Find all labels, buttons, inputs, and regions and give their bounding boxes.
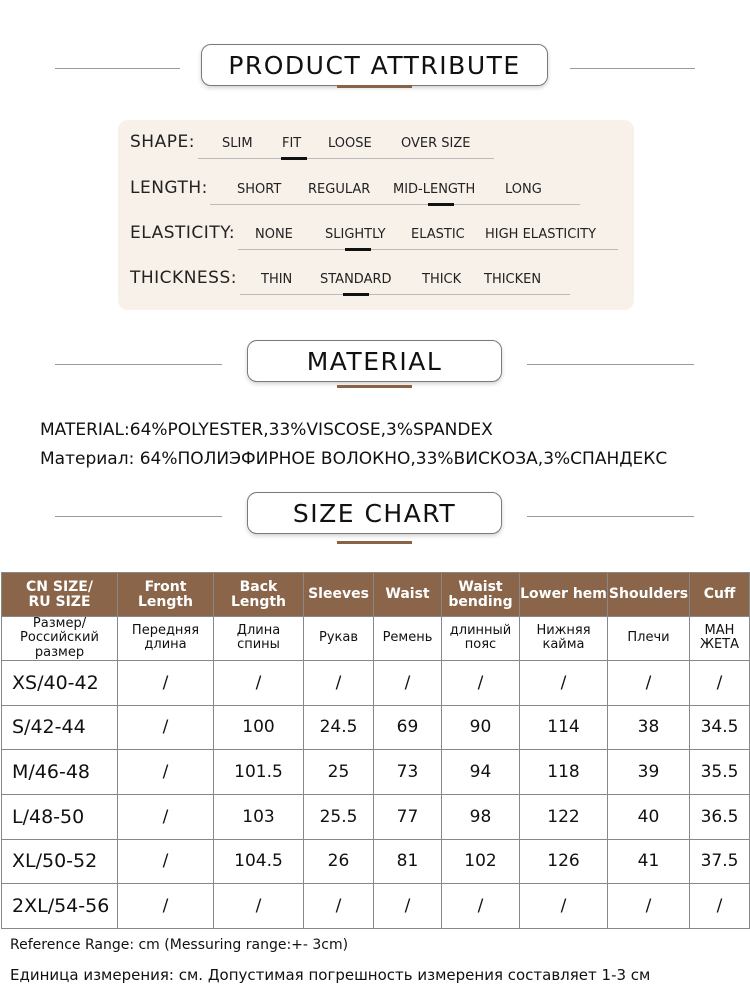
section-title: MATERIAL <box>306 346 443 376</box>
attr-option: NONE <box>255 227 293 242</box>
table-cell: / <box>608 660 690 705</box>
table-cell: / <box>690 884 750 929</box>
attr-option: OVER SIZE <box>401 136 471 151</box>
table-header-cell: Front Length <box>118 573 214 617</box>
attr-baseline <box>210 204 580 205</box>
divider-left <box>55 364 222 365</box>
table-row <box>2 884 750 929</box>
table-cell: / <box>520 660 608 705</box>
divider-left <box>55 68 180 69</box>
table-header-row <box>2 573 750 617</box>
attr-option: LOOSE <box>328 136 372 151</box>
attr-option: LONG <box>505 182 542 197</box>
attr-baseline <box>240 294 570 295</box>
attr-option-selected: FIT <box>282 136 302 151</box>
table-cell: 100 <box>214 705 304 750</box>
table-cell: / <box>690 660 750 705</box>
table-cell: / <box>214 660 304 705</box>
attr-option: SHORT <box>237 182 282 197</box>
table-header-cell: Waist bending <box>442 573 520 617</box>
attr-baseline <box>238 249 618 250</box>
reference-en: Reference Range: cm (Messuring range:+- 3cm) <box>10 937 349 953</box>
table-header-ru-cell: Длина спины <box>214 617 304 661</box>
table-header-ru-cell: Передняя длина <box>118 617 214 661</box>
table-header-ru-cell: МАН ЖЕТА <box>690 617 750 661</box>
table-header-ru-row <box>2 617 750 661</box>
section-underline <box>337 385 412 388</box>
attr-row-thickness <box>118 266 634 296</box>
table-cell: 90 <box>442 705 520 750</box>
table-row <box>2 660 750 705</box>
table-cell: 103 <box>214 794 304 839</box>
table-header-ru-cell: Плечи <box>608 617 690 661</box>
size-table <box>1 572 750 929</box>
size-label-cell: XS/40-42 <box>2 660 118 705</box>
table-cell: 101.5 <box>214 750 304 795</box>
table-cell: 39 <box>608 750 690 795</box>
section-title: SIZE CHART <box>292 498 457 528</box>
table-header-ru-cell: Размер/ Российский размер <box>2 617 118 661</box>
table-row <box>2 839 750 884</box>
table-row <box>2 750 750 795</box>
table-cell: / <box>118 839 214 884</box>
attr-label: SHAPE: <box>130 132 195 152</box>
table-cell: / <box>214 884 304 929</box>
attr-row-elasticity <box>118 221 634 251</box>
attr-option: REGULAR <box>308 182 371 197</box>
table-cell: 34.5 <box>690 705 750 750</box>
table-cell: / <box>374 884 442 929</box>
table-cell: 36.5 <box>690 794 750 839</box>
selected-marker <box>343 293 369 296</box>
attr-option: THICKEN <box>484 272 542 287</box>
section-header-attribute <box>0 38 750 98</box>
section-title-box <box>247 492 502 534</box>
selected-marker <box>428 203 454 206</box>
table-cell: 41 <box>608 839 690 884</box>
table-header-ru-cell: Рукав <box>304 617 374 661</box>
table-cell: 94 <box>442 750 520 795</box>
size-label-cell: 2XL/54-56 <box>2 884 118 929</box>
table-cell: 26 <box>304 839 374 884</box>
table-header-cell: Back Length <box>214 573 304 617</box>
material-ru: Материал: 64%ПОЛИЭФИРНОЕ ВОЛОКНО,33%ВИСКОЗА,3%СПАНДЕКС <box>40 449 668 469</box>
reference-ru: Единица измерения: см. Допустимая погрешность измерения составляет 1-3 см <box>10 966 651 984</box>
table-header-ru-cell: Ремень <box>374 617 442 661</box>
table-cell: 114 <box>520 705 608 750</box>
table-cell: 122 <box>520 794 608 839</box>
table-cell: 25.5 <box>304 794 374 839</box>
table-cell: / <box>374 660 442 705</box>
attr-option: THIN <box>261 272 293 287</box>
attr-option-selected: MID-LENGTH <box>393 182 476 197</box>
section-underline <box>337 85 412 88</box>
size-label-cell: M/46-48 <box>2 750 118 795</box>
attr-option-selected: SLIGHTLY <box>325 227 386 242</box>
table-cell: / <box>304 884 374 929</box>
section-title: PRODUCT ATTRIBUTE <box>228 50 521 80</box>
table-row <box>2 794 750 839</box>
table-cell: / <box>442 660 520 705</box>
table-cell: 98 <box>442 794 520 839</box>
table-cell: 118 <box>520 750 608 795</box>
table-cell: / <box>442 884 520 929</box>
attr-row-shape <box>118 130 634 160</box>
attr-option: HIGH ELASTICITY <box>485 227 597 242</box>
table-cell: 69 <box>374 705 442 750</box>
attr-label: THICKNESS: <box>130 268 237 288</box>
divider-right <box>527 364 694 365</box>
section-header-material <box>0 334 750 394</box>
divider-left <box>55 516 222 517</box>
material-en: MATERIAL:64%POLYESTER,33%VISCOSE,3%SPANDEX <box>40 420 493 440</box>
table-header-cell: Waist <box>374 573 442 617</box>
table-header-cell: CN SIZE/ RU SIZE <box>2 573 118 617</box>
table-cell: 73 <box>374 750 442 795</box>
section-underline <box>337 541 412 544</box>
table-cell: / <box>118 750 214 795</box>
table-cell: 40 <box>608 794 690 839</box>
attr-label: ELASTICITY: <box>130 223 236 243</box>
attr-option-selected: STANDARD <box>320 272 392 287</box>
selected-marker <box>345 248 371 251</box>
table-cell: / <box>118 794 214 839</box>
table-cell: 81 <box>374 839 442 884</box>
table-cell: 24.5 <box>304 705 374 750</box>
attr-label: LENGTH: <box>130 178 208 198</box>
table-cell: / <box>608 884 690 929</box>
table-cell: 77 <box>374 794 442 839</box>
divider-right <box>570 68 695 69</box>
table-row <box>2 705 750 750</box>
table-header-cell: Shoulders <box>608 573 690 617</box>
table-header-cell: Lower hem <box>520 573 608 617</box>
table-cell: 126 <box>520 839 608 884</box>
table-cell: / <box>118 705 214 750</box>
size-label-cell: XL/50-52 <box>2 839 118 884</box>
table-cell: 25 <box>304 750 374 795</box>
table-header-ru-cell: Нижняя кайма <box>520 617 608 661</box>
section-header-size-chart <box>0 486 750 546</box>
table-cell: 37.5 <box>690 839 750 884</box>
size-label-cell: S/42-44 <box>2 705 118 750</box>
table-cell: / <box>118 884 214 929</box>
section-title-box <box>201 44 548 86</box>
table-cell: 104.5 <box>214 839 304 884</box>
table-header-cell: Sleeves <box>304 573 374 617</box>
table-cell: 35.5 <box>690 750 750 795</box>
attr-option: THICK <box>422 272 462 287</box>
attr-option: SLIM <box>222 136 253 151</box>
table-cell: 102 <box>442 839 520 884</box>
section-title-box <box>247 340 502 382</box>
attr-baseline <box>198 158 494 159</box>
selected-marker <box>281 157 307 160</box>
table-cell: / <box>520 884 608 929</box>
attribute-panel <box>118 120 634 310</box>
attr-row-length <box>118 176 634 206</box>
size-label-cell: L/48-50 <box>2 794 118 839</box>
table-cell: / <box>304 660 374 705</box>
attr-option: ELASTIC <box>411 227 465 242</box>
divider-right <box>527 516 694 517</box>
table-cell: / <box>118 660 214 705</box>
table-header-ru-cell: длинный пояс <box>442 617 520 661</box>
table-cell: 38 <box>608 705 690 750</box>
table-header-cell: Cuff <box>690 573 750 617</box>
